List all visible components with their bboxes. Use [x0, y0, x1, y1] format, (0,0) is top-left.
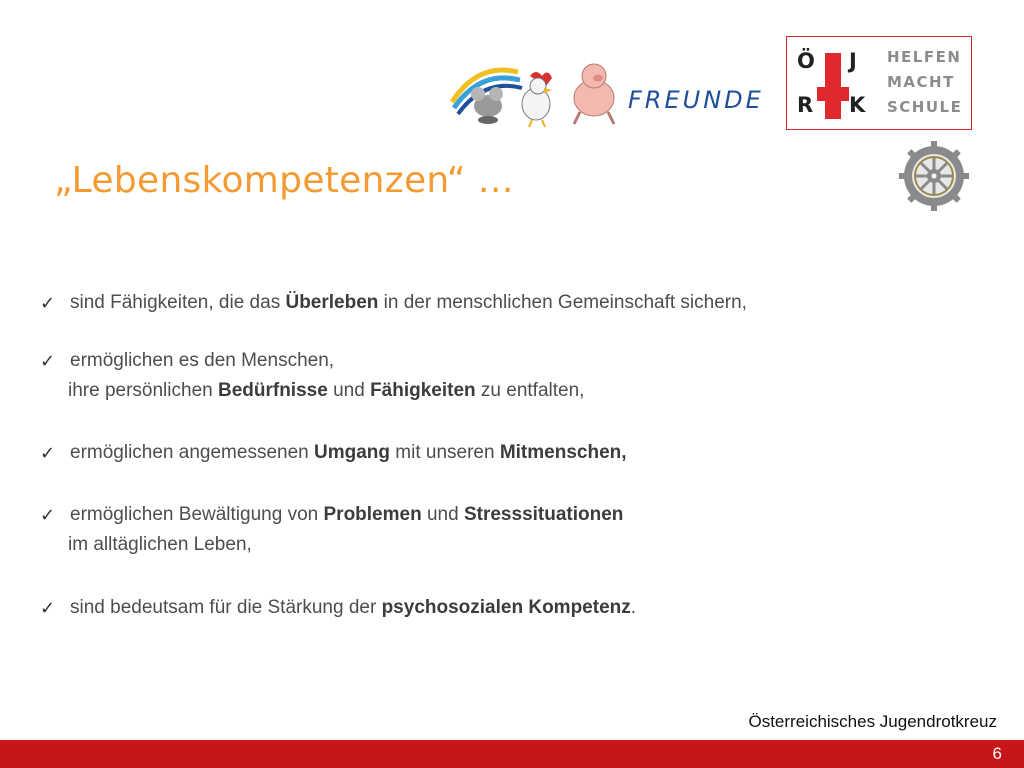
text-segment: ermöglichen Bewältigung von	[70, 504, 324, 525]
bullet-line-2	[68, 376, 584, 406]
ojrk-letter-grid	[793, 45, 873, 123]
freunde-logo	[448, 56, 778, 128]
red-cross-icon	[825, 53, 841, 119]
bullet-text	[70, 346, 584, 406]
tagline-line-2: MACHT	[887, 73, 955, 91]
checkmark-icon: ✓	[40, 443, 56, 463]
text-segment: ihre persönlichen	[68, 380, 218, 401]
ojrk-letter-o: Ö	[797, 49, 815, 73]
bullet-text	[70, 593, 636, 623]
text-segment: ermöglichen es den Menschen,	[70, 350, 335, 371]
text-segment: .	[630, 597, 637, 618]
bold-term: Problemen	[323, 504, 422, 525]
text-segment: in der menschlichen Gemeinschaft sichern,	[378, 292, 747, 313]
text-segment: und	[421, 504, 464, 525]
freunde-logo-text: FREUNDE	[628, 86, 764, 114]
bullet-text	[70, 500, 623, 560]
bold-term: Umgang	[314, 442, 390, 463]
rotary-wheel-icon	[898, 140, 970, 212]
bullet-line	[70, 500, 623, 530]
checkmark-icon: ✓	[40, 505, 56, 525]
text-segment: und	[327, 380, 371, 401]
bullet-text	[70, 438, 627, 468]
bullet-line-2	[68, 530, 623, 560]
footer-organization: Österreichisches Jugendrotkreuz	[748, 712, 997, 731]
ojrk-logo	[786, 36, 972, 130]
bullet-line	[70, 438, 627, 468]
tagline-line-1: HELFEN	[887, 48, 962, 66]
bold-term: Mitmenschen,	[499, 442, 627, 463]
bold-term: psychosozialen Kompetenz	[381, 597, 631, 618]
ojrk-letter-k: K	[849, 93, 866, 117]
text-segment: mit unseren	[390, 442, 500, 463]
text-segment: sind bedeutsam für die Stärkung der	[70, 597, 382, 618]
text-segment: zu entfalten,	[475, 380, 585, 401]
text-segment: sind Fähigkeiten, die das	[70, 292, 286, 313]
bullet-line	[70, 346, 584, 376]
bold-term: Überleben	[285, 292, 379, 313]
bold-term: Stresssituationen	[463, 504, 624, 525]
ojrk-tagline	[887, 45, 962, 120]
bold-term: Bedürfnisse	[217, 380, 328, 401]
text-segment: ermöglichen angemessenen	[70, 442, 314, 463]
bullet-line	[70, 288, 747, 318]
freunde-characters-icon	[448, 56, 628, 128]
ojrk-letter-r: R	[797, 93, 814, 117]
checkmark-icon: ✓	[40, 351, 56, 371]
bullet-text	[70, 288, 747, 318]
checkmark-icon: ✓	[40, 598, 56, 618]
text-segment: im alltäglichen Leben,	[68, 534, 252, 555]
bullet-line	[70, 593, 636, 623]
ojrk-letter-j: J	[849, 49, 857, 73]
tagline-line-3: SCHULE	[887, 98, 963, 116]
footer-bar	[0, 740, 1024, 768]
slide-title: „Lebenskompetenzen“ …	[54, 160, 514, 201]
page-number: 6	[992, 744, 1002, 763]
red-cross-bar	[817, 87, 849, 101]
rotary-logo	[898, 140, 970, 212]
checkmark-icon: ✓	[40, 293, 56, 313]
bold-term: Fähigkeiten	[370, 380, 476, 401]
